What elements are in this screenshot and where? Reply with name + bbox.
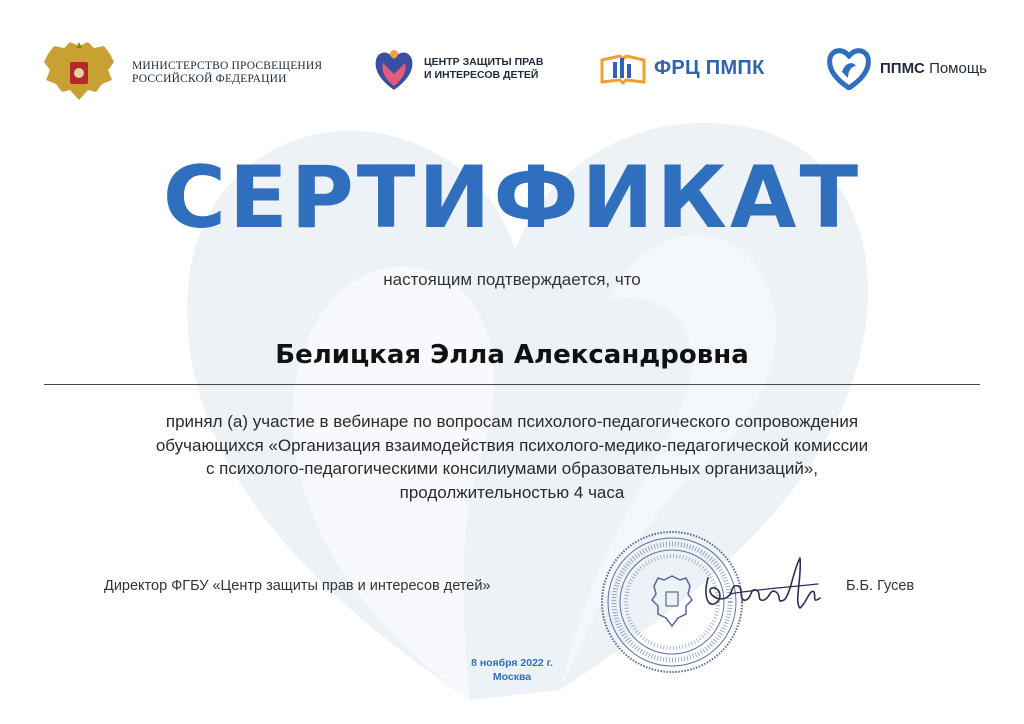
body-line: с психолого-педагогическими консилиумами образовательных организаций», — [205, 459, 819, 478]
emblem-icon — [40, 40, 118, 106]
ministry-line1: МИНИСТЕРСТВО ПРОСВЕЩЕНИЯ — [132, 60, 323, 72]
ministry-line2: РОССИЙСКОЙ ФЕДЕРАЦИИ — [132, 73, 287, 85]
body-line: принял (а) участие в вебинаре по вопросам психолого-педагогического сопровождения — [165, 412, 859, 431]
center-logo — [372, 46, 543, 92]
certificate-body — [40, 410, 984, 504]
frc-text: ФРЦ ПМПК — [654, 56, 765, 79]
logos-row — [0, 36, 1024, 106]
name-underline — [44, 384, 980, 385]
ppms-main: ППМС — [880, 59, 925, 77]
signer-name: Б.Б. Гусев — [846, 578, 915, 594]
ppms-sub: Помощь — [929, 59, 987, 77]
signature-icon — [690, 548, 840, 628]
book-icon — [600, 50, 646, 86]
frc-logo — [600, 50, 765, 86]
ministry-logo — [40, 40, 322, 106]
director-title: Директор ФГБУ «Центр защиты прав и интересов детей» — [104, 578, 491, 594]
ppms-logo — [826, 46, 987, 90]
certificate-title: СЕРТИФИКАТ — [162, 148, 862, 248]
issue-date-block — [0, 656, 1024, 684]
body-line: продолжительностью 4 часа — [399, 482, 625, 502]
recipient-name: Белицкая Элла Александровна — [275, 340, 749, 370]
body-line: обучающихся «Организация взаимодействия психолого-медико-педагогической комиссии — [155, 435, 869, 455]
issue-date: 8 ноября 2022 г. — [471, 657, 553, 669]
center-line2: И ИНТЕРЕСОВ ДЕТЕЙ — [424, 69, 539, 81]
issue-city: Москва — [492, 671, 532, 683]
certificate-subtitle: настоящим подтверждается, что — [383, 270, 641, 289]
heart-icon — [826, 46, 872, 90]
center-line1: ЦЕНТР ЗАЩИТЫ ПРАВ — [424, 56, 544, 68]
heart-hands-icon — [372, 46, 416, 92]
